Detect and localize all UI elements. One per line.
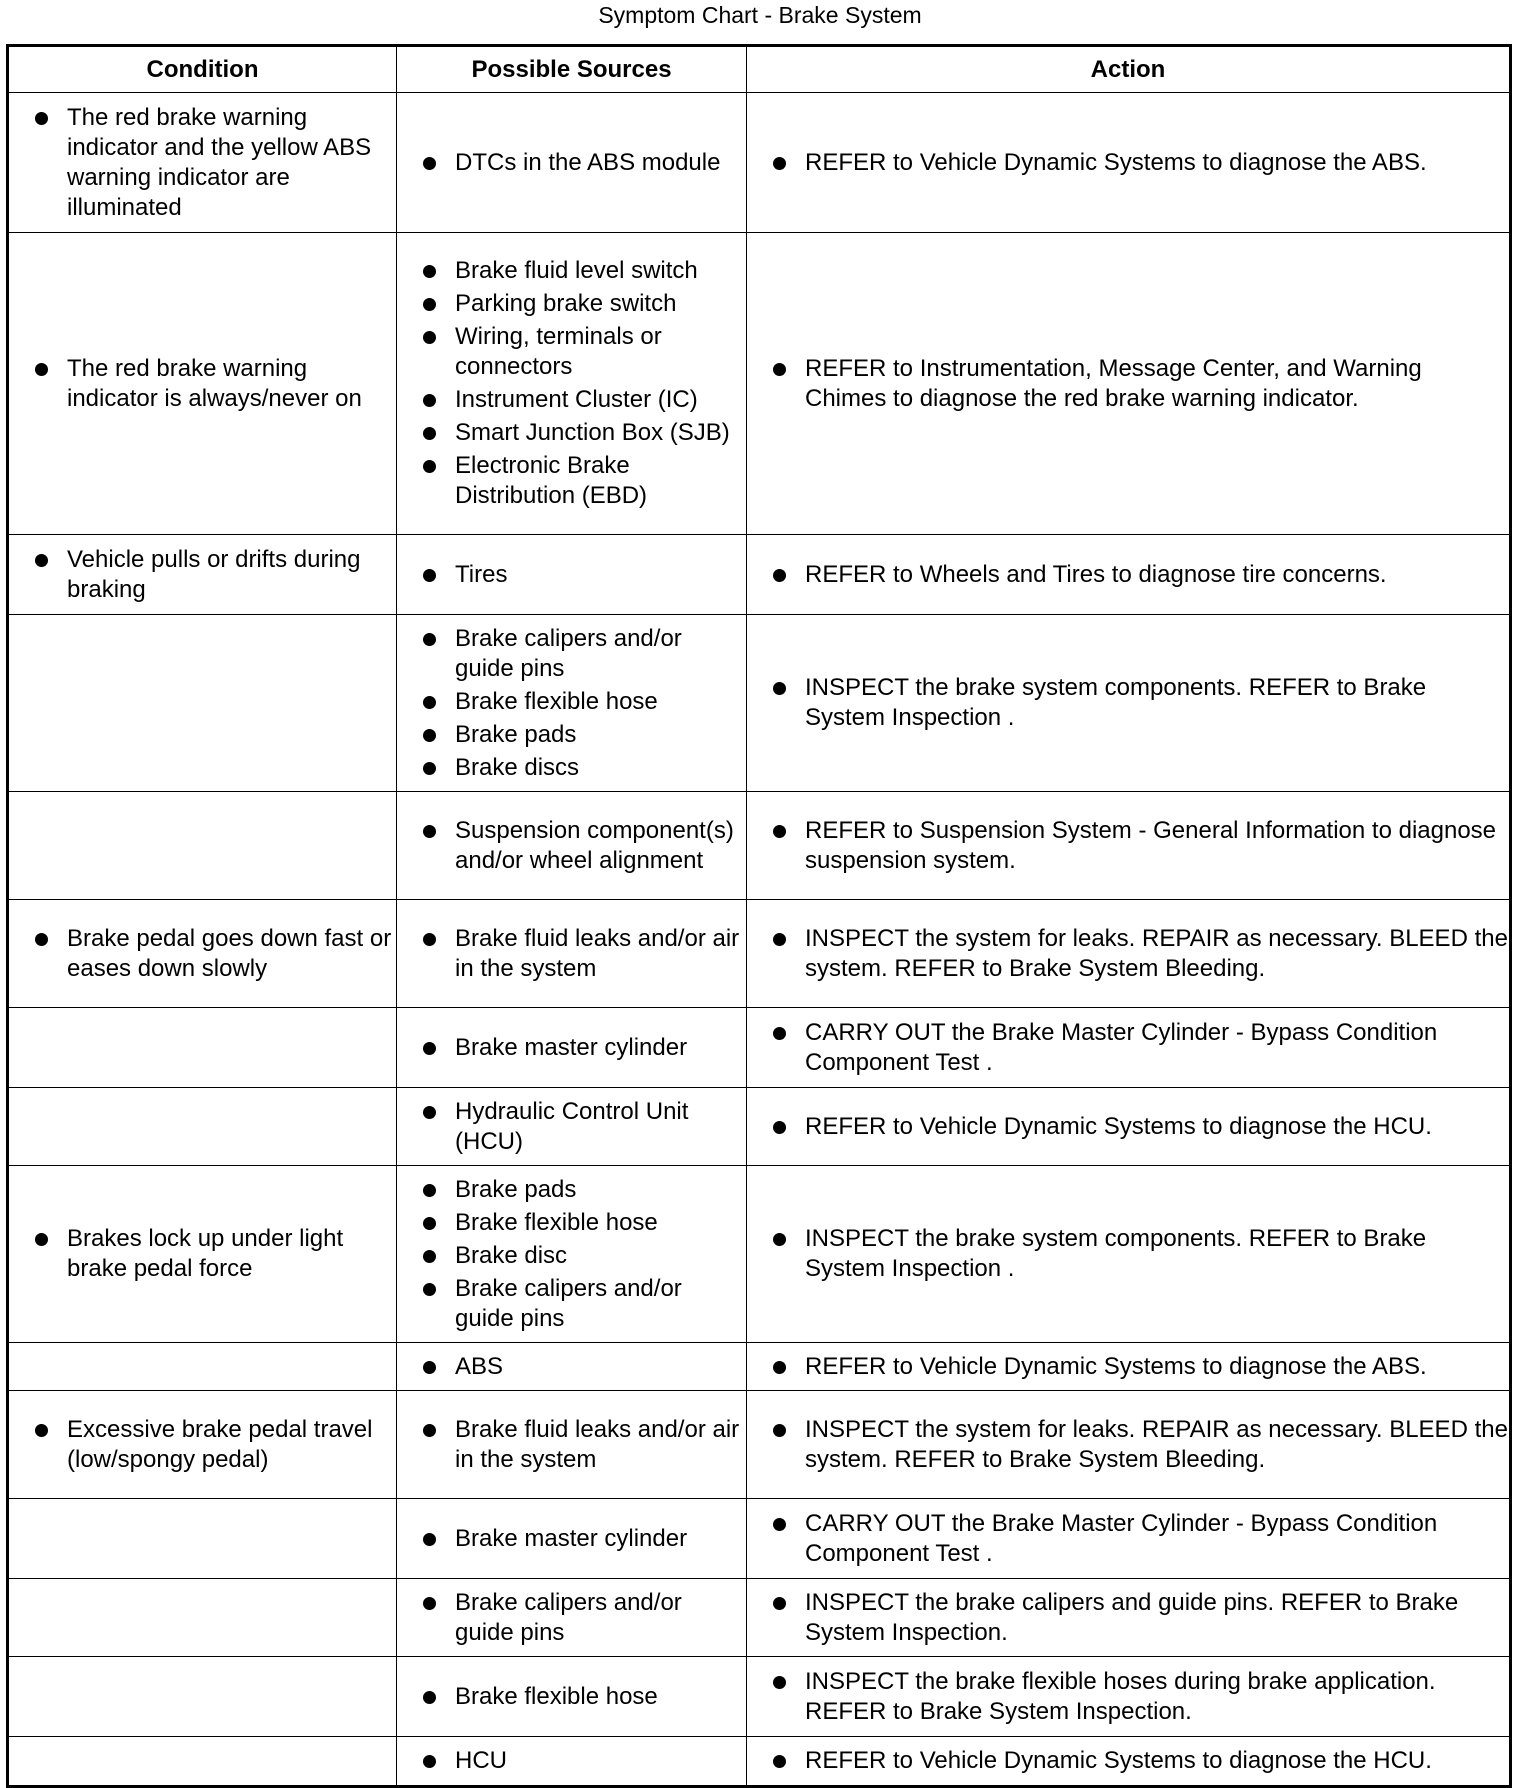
source-item: Brake fluid leaks and/or air in the system bbox=[411, 924, 746, 984]
sources-list bbox=[411, 924, 746, 984]
action-text: REFER to Instrumentation, Message Center, and Warning Chimes to diagnose the red brake warning indicator. bbox=[761, 354, 1509, 414]
action-list bbox=[761, 148, 1509, 178]
table-row bbox=[8, 93, 1511, 233]
table-row bbox=[8, 233, 1511, 535]
condition-text: Vehicle pulls or drifts during braking bbox=[23, 545, 396, 605]
sources-list bbox=[411, 1352, 746, 1382]
header-condition: Condition bbox=[8, 46, 397, 93]
sources-list bbox=[411, 560, 746, 590]
table-row bbox=[8, 1343, 1511, 1391]
sources-list bbox=[411, 1097, 746, 1157]
possible-sources-cell bbox=[397, 1008, 747, 1088]
condition-list bbox=[23, 924, 396, 984]
source-item: ABS bbox=[411, 1352, 746, 1382]
action-cell bbox=[747, 93, 1511, 233]
possible-sources-cell bbox=[397, 233, 747, 535]
table-row bbox=[8, 1579, 1511, 1657]
action-list bbox=[761, 1018, 1509, 1078]
table-row bbox=[8, 1166, 1511, 1343]
table-row bbox=[8, 1499, 1511, 1579]
condition-list bbox=[23, 354, 396, 414]
condition-list bbox=[23, 103, 396, 223]
source-item: Brake discs bbox=[411, 753, 746, 783]
sources-list bbox=[411, 1746, 746, 1776]
condition-text: The red brake warning indicator is always/never on bbox=[23, 354, 396, 414]
action-cell bbox=[747, 535, 1511, 615]
possible-sources-cell bbox=[397, 1166, 747, 1343]
condition-cell bbox=[8, 1343, 397, 1391]
condition-list bbox=[23, 1224, 396, 1284]
source-item: Brake pads bbox=[411, 1175, 746, 1205]
possible-sources-cell bbox=[397, 1391, 747, 1499]
condition-cell bbox=[8, 1008, 397, 1088]
condition-cell bbox=[8, 1391, 397, 1499]
sources-list bbox=[411, 1033, 746, 1063]
action-text: REFER to Suspension System - General Information to diagnose suspension system. bbox=[761, 816, 1509, 876]
sources-list bbox=[411, 1682, 746, 1712]
action-list bbox=[761, 673, 1509, 733]
possible-sources-cell bbox=[397, 535, 747, 615]
page-title: Symptom Chart - Brake System bbox=[598, 2, 922, 28]
action-cell bbox=[747, 1737, 1511, 1787]
possible-sources-cell bbox=[397, 900, 747, 1008]
table-row bbox=[8, 1008, 1511, 1088]
source-item: Brake calipers and/or guide pins bbox=[411, 1274, 746, 1334]
action-cell bbox=[747, 233, 1511, 535]
table-row bbox=[8, 1657, 1511, 1737]
condition-cell bbox=[8, 1088, 397, 1166]
action-list bbox=[761, 354, 1509, 414]
action-cell bbox=[747, 1391, 1511, 1499]
condition-text: The red brake warning indicator and the yellow ABS warning indicator are illuminated bbox=[23, 103, 396, 223]
source-item: Suspension component(s) and/or wheel alignment bbox=[411, 816, 746, 876]
table-row bbox=[8, 1088, 1511, 1166]
condition-list bbox=[23, 545, 396, 605]
header-action: Action bbox=[747, 46, 1511, 93]
condition-text: Brakes lock up under light brake pedal force bbox=[23, 1224, 396, 1284]
table-row bbox=[8, 900, 1511, 1008]
source-item: HCU bbox=[411, 1746, 746, 1776]
action-list bbox=[761, 1224, 1509, 1284]
sources-list bbox=[411, 816, 746, 876]
possible-sources-cell bbox=[397, 615, 747, 792]
action-list bbox=[761, 1746, 1509, 1776]
source-item: Brake disc bbox=[411, 1241, 746, 1271]
source-item: Brake fluid level switch bbox=[411, 256, 746, 286]
condition-text: Excessive brake pedal travel (low/spongy pedal) bbox=[23, 1415, 396, 1475]
possible-sources-cell bbox=[397, 93, 747, 233]
table-row bbox=[8, 1737, 1511, 1787]
action-text: REFER to Vehicle Dynamic Systems to diagnose the HCU. bbox=[761, 1746, 1509, 1776]
condition-cell bbox=[8, 1166, 397, 1343]
sources-list bbox=[411, 1588, 746, 1648]
source-item: Hydraulic Control Unit (HCU) bbox=[411, 1097, 746, 1157]
header-row bbox=[8, 46, 1511, 93]
action-text: INSPECT the system for leaks. REPAIR as necessary. BLEED the system. REFER to Brake System Bleeding. bbox=[761, 1415, 1509, 1475]
action-list bbox=[761, 1112, 1509, 1142]
action-text: REFER to Vehicle Dynamic Systems to diagnose the ABS. bbox=[761, 148, 1509, 178]
table-row bbox=[8, 792, 1511, 900]
table-row bbox=[8, 535, 1511, 615]
action-text: REFER to Vehicle Dynamic Systems to diagnose the HCU. bbox=[761, 1112, 1509, 1142]
action-cell bbox=[747, 900, 1511, 1008]
action-text: INSPECT the brake calipers and guide pins. REFER to Brake System Inspection. bbox=[761, 1588, 1509, 1648]
source-item: Tires bbox=[411, 560, 746, 590]
action-text: CARRY OUT the Brake Master Cylinder - Bypass Condition Component Test . bbox=[761, 1018, 1509, 1078]
source-item: Brake flexible hose bbox=[411, 687, 746, 717]
action-cell bbox=[747, 792, 1511, 900]
action-text: INSPECT the brake system components. REFER to Brake System Inspection . bbox=[761, 673, 1509, 733]
action-cell bbox=[747, 1343, 1511, 1391]
action-text: INSPECT the brake system components. REFER to Brake System Inspection . bbox=[761, 1224, 1509, 1284]
action-list bbox=[761, 1415, 1509, 1475]
source-item: Smart Junction Box (SJB) bbox=[411, 418, 746, 448]
condition-cell bbox=[8, 1657, 397, 1737]
sources-list bbox=[411, 1415, 746, 1475]
condition-cell bbox=[8, 615, 397, 792]
action-text: INSPECT the brake flexible hoses during brake application. REFER to Brake System Inspection. bbox=[761, 1667, 1509, 1727]
table-row bbox=[8, 615, 1511, 792]
source-item: Parking brake switch bbox=[411, 289, 746, 319]
source-item: DTCs in the ABS module bbox=[411, 148, 746, 178]
source-item: Brake flexible hose bbox=[411, 1208, 746, 1238]
possible-sources-cell bbox=[397, 1579, 747, 1657]
action-text: INSPECT the system for leaks. REPAIR as necessary. BLEED the system. REFER to Brake System Bleeding. bbox=[761, 924, 1509, 984]
source-item: Instrument Cluster (IC) bbox=[411, 385, 746, 415]
sources-list bbox=[411, 624, 746, 783]
sources-list bbox=[411, 256, 746, 511]
source-item: Brake calipers and/or guide pins bbox=[411, 624, 746, 684]
source-item: Brake master cylinder bbox=[411, 1524, 746, 1554]
action-text: REFER to Vehicle Dynamic Systems to diagnose the ABS. bbox=[761, 1352, 1509, 1382]
action-cell bbox=[747, 1166, 1511, 1343]
action-list bbox=[761, 560, 1509, 590]
action-cell bbox=[747, 1088, 1511, 1166]
condition-text: Brake pedal goes down fast or eases down slowly bbox=[23, 924, 396, 984]
action-text: CARRY OUT the Brake Master Cylinder - Bypass Condition Component Test . bbox=[761, 1509, 1509, 1569]
condition-cell bbox=[8, 792, 397, 900]
sources-list bbox=[411, 148, 746, 178]
condition-cell bbox=[8, 93, 397, 233]
action-list bbox=[761, 1588, 1509, 1648]
condition-cell bbox=[8, 535, 397, 615]
possible-sources-cell bbox=[397, 1343, 747, 1391]
action-cell bbox=[747, 1657, 1511, 1737]
source-item: Electronic Brake Distribution (EBD) bbox=[411, 451, 746, 511]
condition-cell bbox=[8, 233, 397, 535]
action-list bbox=[761, 1667, 1509, 1727]
action-list bbox=[761, 1352, 1509, 1382]
table-row bbox=[8, 1391, 1511, 1499]
action-cell bbox=[747, 1008, 1511, 1088]
sources-list bbox=[411, 1175, 746, 1334]
source-item: Brake flexible hose bbox=[411, 1682, 746, 1712]
action-text: REFER to Wheels and Tires to diagnose tire concerns. bbox=[761, 560, 1509, 590]
condition-cell bbox=[8, 1579, 397, 1657]
sources-list bbox=[411, 1524, 746, 1554]
possible-sources-cell bbox=[397, 1657, 747, 1737]
action-list bbox=[761, 924, 1509, 984]
condition-cell bbox=[8, 1737, 397, 1787]
action-cell bbox=[747, 615, 1511, 792]
possible-sources-cell bbox=[397, 1499, 747, 1579]
possible-sources-cell bbox=[397, 792, 747, 900]
symptom-chart-table bbox=[6, 44, 1512, 1788]
condition-cell bbox=[8, 1499, 397, 1579]
source-item: Brake calipers and/or guide pins bbox=[411, 1588, 746, 1648]
source-item: Wiring, terminals or connectors bbox=[411, 322, 746, 382]
possible-sources-cell bbox=[397, 1088, 747, 1166]
header-possible-sources: Possible Sources bbox=[397, 46, 747, 93]
chart-body bbox=[8, 93, 1511, 1787]
condition-list bbox=[23, 1415, 396, 1475]
source-item: Brake fluid leaks and/or air in the system bbox=[411, 1415, 746, 1475]
action-cell bbox=[747, 1499, 1511, 1579]
action-list bbox=[761, 816, 1509, 876]
condition-cell bbox=[8, 900, 397, 1008]
source-item: Brake pads bbox=[411, 720, 746, 750]
source-item: Brake master cylinder bbox=[411, 1033, 746, 1063]
action-list bbox=[761, 1509, 1509, 1569]
action-cell bbox=[747, 1579, 1511, 1657]
possible-sources-cell bbox=[397, 1737, 747, 1787]
